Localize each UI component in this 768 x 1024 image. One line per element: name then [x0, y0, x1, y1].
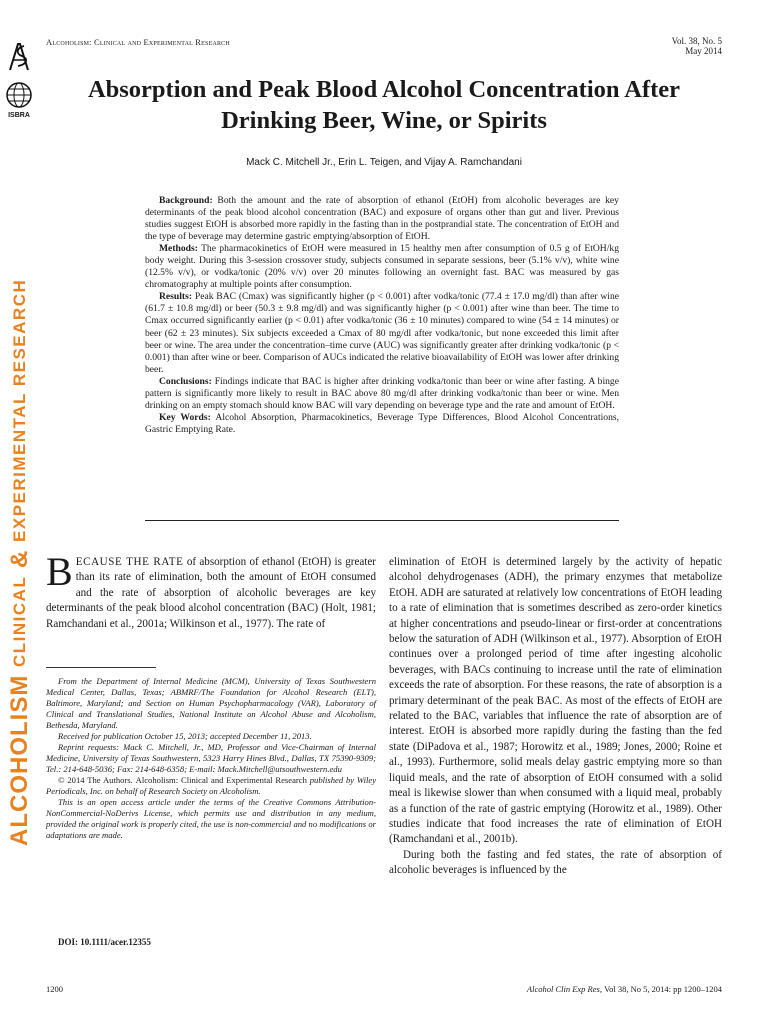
abstract-divider	[145, 520, 619, 521]
rsa-monogram-icon	[4, 40, 34, 74]
running-head: Alcoholism: Clinical and Experimental Research	[46, 37, 230, 47]
page-number: 1200	[46, 984, 63, 994]
keywords-text: Alcohol Absorption, Pharmacokinetics, Beverage Type Differences, Blood Alcohol Concentrations, Gastric Emptying Rate.	[145, 411, 619, 435]
journal-logo	[4, 40, 34, 119]
copyright-b: published by Wiley Periodicals, Inc. on behalf of Research Society on Alcoholism.	[46, 775, 377, 796]
conclusions-text: Findings indicate that BAC is higher after drinking vodka/tonic than beer or wine after fasting. A binge pattern is significantly more likely to result in BAC above 80 mg/dl after drinking vodka/tonic than beer or wine. Men drinking on an empty stomach should know BAC will vary depending on beverage type and the rate and amount of EtOH.	[145, 375, 619, 411]
vertical-ampersand: &	[6, 549, 33, 569]
footnote-received: Received for publication October 15, 2013; accepted December 11, 2013.	[58, 731, 312, 741]
intro-text: of absorption of ethanol (EtOH) is greater than its rate of elimination, both the amount of EtOH consumed and the rate of absorption of alcoholic beverages are key determinants of the peak blood alcohol concentration (BAC) (Holt, 1981; Ramchandani et al., 2001a; Wilkinson et al., 1977). The rate of	[46, 556, 376, 630]
footnote-license: This is an open access article under the terms of the Creative Commons Attribution-NonCommercial-NoDerivs License, which permits use and distribution in any medium, provided the original work is properly cited, the use is non-commercial and no modifications or adaptations are made.	[46, 797, 376, 840]
vertical-alcoholism: ALCOHOLISM	[6, 674, 33, 847]
right-paragraph-1: elimination of EtOH is determined largely by the activity of hepatic alcohol dehydrogenases (ADH), the primary enzymes that metabolize EtOH. ADH are saturated at relatively low concentrations of EtOH leading to a rate of elimination that is sometimes described as zero-order kinetics at higher concentrations and pseudo-linear or first-order at concentrations below the saturation of ADH (Wilkinson et al., 1977). Absorption of EtOH continues over a prolonged period of time after ingesting alcoholic beverages, with BACs continuing to increase until the rate of elimination exceeds the rate of absorption. For these reasons, the rate of absorption is a primary determinant of the peak BAC. As most of the effects of EtOH are related to the BAC, variables that influence the rate of absorption are of interest. EtOH is absorbed more rapidly during the fasting than the fed state (DiPadova et al., 1987; Horowitz et al., 1989; Jones, 2000; Roine et al., 1993). Furthermore, solid meals delay gastric emptying more so than liquid meals, and the rate of absorption of EtOH consumed with a solid meal is likewise slower than when consumed with a liquid meal, probably as a function of the rate of gastric emptying (Horowitz et al., 1989). Other studies indicate that food increases the rate of elimination of EtOH (Ramchandani et al., 2001b).	[389, 556, 723, 846]
footnote-affiliation: From the Department of Internal Medicine (MCM), University of Texas Southwestern Medical Center, Dallas, Texas; ABMRF/The Foundation for Alcohol Research (ELT), Baltimore, Maryland; and Section on Human Psychopharmacology (VAR), Laboratory of Clinical and Translational Studies, National Institute on Alcohol Abuse and Alcoholism, Bethesda, Maryland.	[46, 676, 376, 730]
abstract-conclusions	[145, 376, 619, 412]
copyright-journal: Alcoholism: Clinical and Experimental Research	[135, 775, 307, 785]
results-label: Results:	[159, 291, 193, 303]
issue-date: May 2014	[685, 46, 722, 56]
body-left-column	[46, 549, 376, 632]
conclusions-label: Conclusions:	[159, 375, 212, 387]
footnote-divider	[46, 667, 156, 668]
title-line-1: Absorption and Peak Blood Alcohol Concentration After	[87, 76, 681, 103]
globe-icon	[4, 80, 34, 110]
vertical-clinical: CLINICAL	[10, 575, 29, 668]
title-line-2: Drinking Beer, Wine, or Spirits	[221, 107, 547, 134]
volume-info	[672, 36, 722, 56]
footnotes	[46, 676, 376, 841]
doi: DOI: 10.1111/acer.12355	[58, 937, 151, 947]
footnote-reprint: Reprint requests: Mack C. Mitchell, Jr., MD, Professor and Vice-Chairman of Internal Medicine, University of Texas Southwestern, 5323 Harry Hines Blvd., Dallas, TX 75390-9309; Tel.: 214-648-5036; Fax: 214-648-6358; E-mail: Mack.Mitchell@utsouthwestern.edu	[46, 742, 376, 774]
article-title	[46, 74, 722, 136]
abstract-results	[145, 291, 619, 375]
author-list: Mack C. Mitchell Jr., Erin L. Teigen, and Vijay A. Ramchandani	[246, 157, 522, 168]
lead-caps: ECAUSE THE RATE	[75, 556, 184, 568]
abstract	[145, 195, 619, 436]
background-text: Both the amount and the rate of absorption of ethanol (EtOH) from alcoholic beverages are key determinants of the peak blood alcohol concentration (BAC) and exposure of organs other than gut and liver. Previous studies suggest EtOH is absorbed more rapidly in the fasting than in the postprandial state. The concentration of EtOH and the type of beverage may determine gastric emptying/absorption of EtOH.	[145, 195, 619, 243]
citation-journal: Alcohol Clin Exp Res,	[526, 984, 602, 994]
vertical-experimental: EXPERIMENTAL RESEARCH	[10, 278, 29, 543]
abstract-background	[145, 195, 619, 243]
methods-text: The pharmacokinetics of EtOH were measured in 15 healthy men after consumption of 0.5 g of EtOH/kg body weight. During this 3-session crossover study, subjects consumed in separate sessions, beer (5.1% v/v), white wine (12.5% v/v), or vodka/tonic (20% v/v) over 20 minutes following an overnight fast. BAC was measured by gas chromatography at multiple points after consumption.	[145, 243, 619, 291]
results-text: Peak BAC (Cmax) was significantly higher (p < 0.001) after vodka/tonic (77.4 ± 17.0 mg/dl) than after wine (61.7 ± 10.8 mg/dl) or beer (50.3 ± 9.8 mg/dl) and was significantly higher (p < 0.001) after wine than beer. The time to Cmax occurred significantly earlier (p < 0.01) after vodka/tonic (36 ± 10 minutes) compared to wine (54 ± 14 minutes) or beer (62 ± 23 minutes). Six subjects exceeded a Cmax of 80 mg/dl after vodka/tonic, but none exceeded this limit after beer or wine. The area under the concentration–time curve (AUC) was significantly greater after drinking vodka/tonic (p < 0.001) than after wine or beer. Comparison of AUCs indicated the relative bioavailability of EtOH was lower after drinking beer.	[145, 291, 619, 375]
footer-citation	[527, 984, 722, 994]
body-right-column	[389, 555, 722, 879]
footnote-copyright	[46, 775, 376, 797]
journal-sidebar	[0, 0, 40, 1024]
vertical-journal-title	[2, 215, 38, 910]
abstract-methods	[145, 243, 619, 291]
copyright-a: © 2014 The Authors.	[58, 775, 133, 785]
keywords-label: Key Words:	[159, 411, 211, 423]
abstract-keywords	[145, 412, 619, 436]
isbra-label: ISBRA	[8, 112, 30, 119]
methods-label: Methods:	[159, 243, 198, 255]
citation-rest: Vol 38, No 5, 2014: pp 1200–1204	[604, 984, 722, 994]
volume-number: Vol. 38, No. 5	[671, 36, 722, 46]
background-label: Background:	[159, 195, 213, 206]
right-paragraph-2: During both the fasting and fed states, the rate of absorption of alcoholic beverages is influenced by the	[389, 848, 722, 877]
drop-cap: B	[46, 549, 73, 594]
